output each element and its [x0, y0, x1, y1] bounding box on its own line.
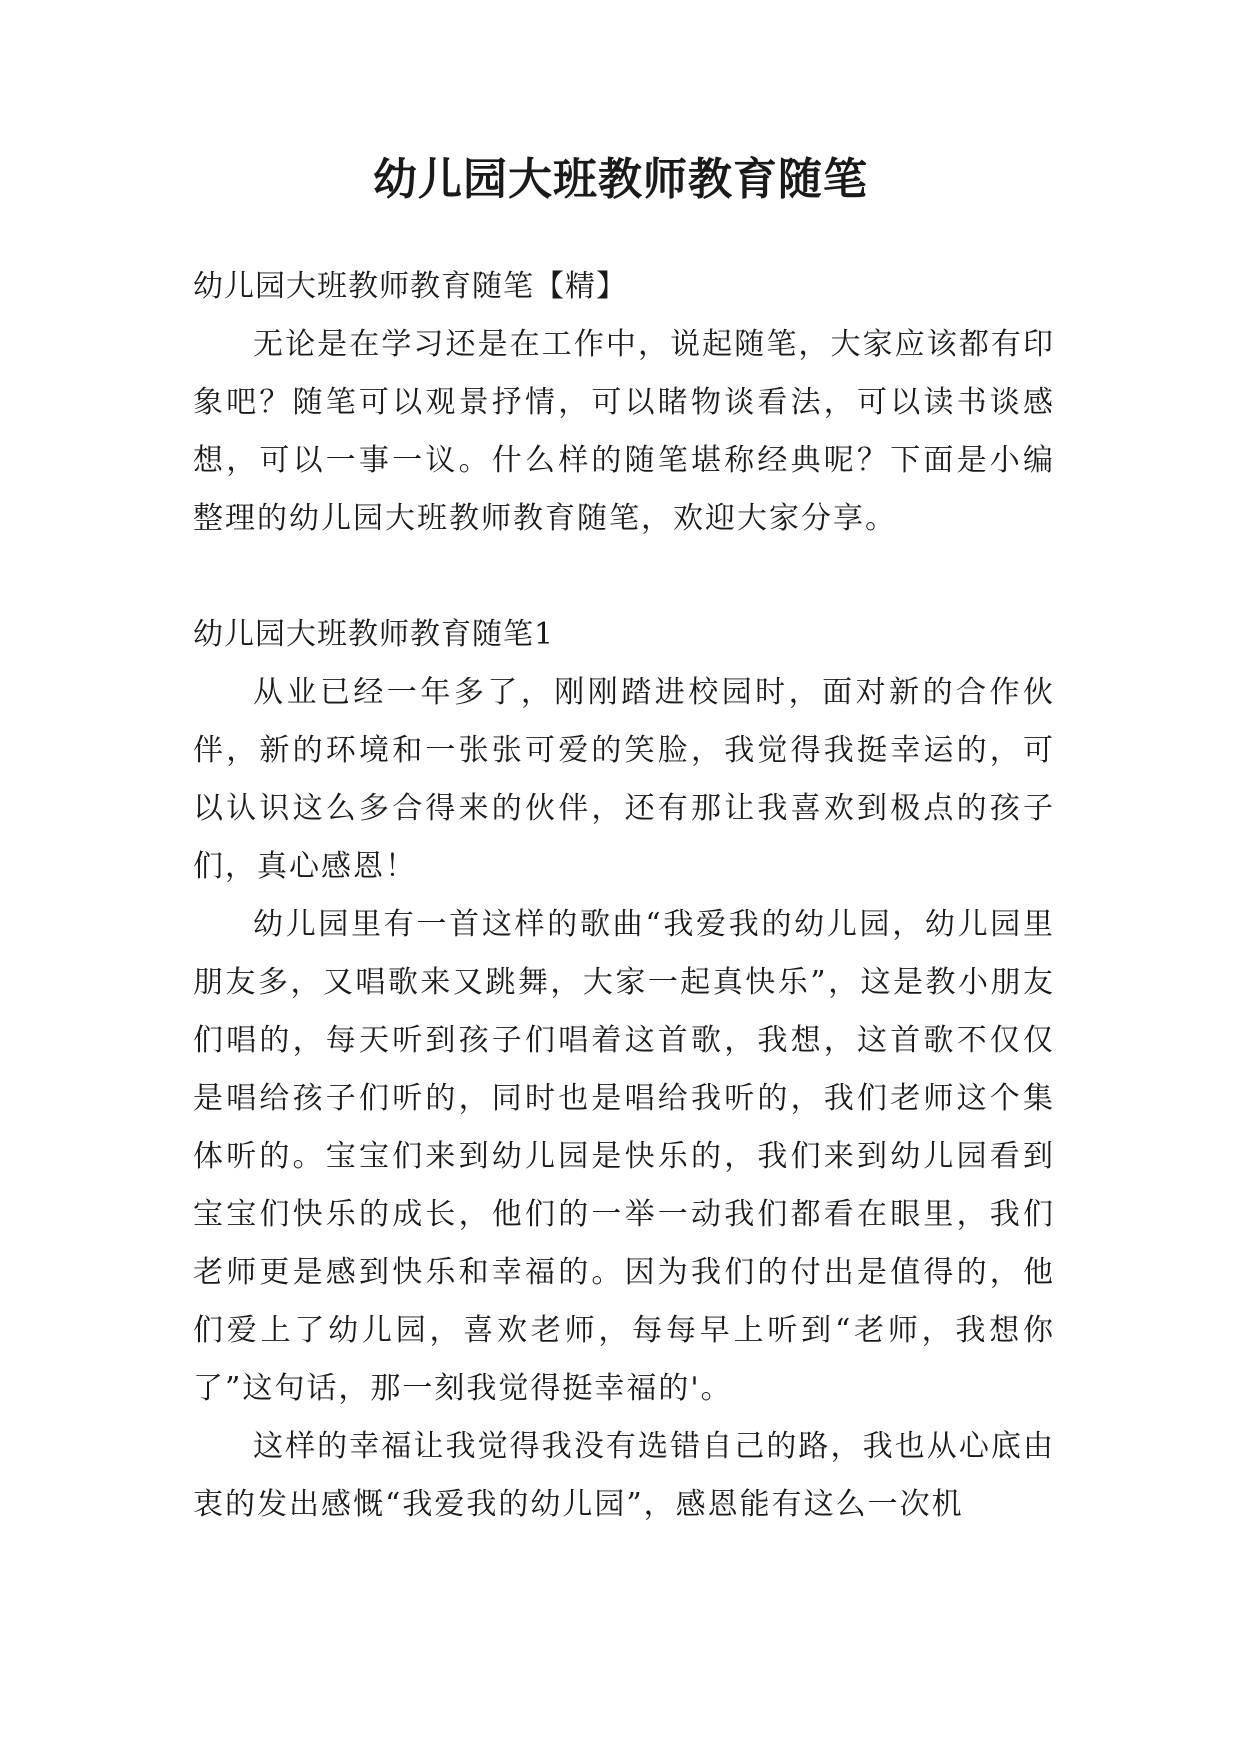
intro-paragraph: 无论是在学习还是在工作中，说起随笔，大家应该都有印象吧？随笔可以观景抒情，可以睹物谈看法，可以读书谈感想，可以一事一议。什么样的随笔堪称经典呢？下面是小编整理的幼儿园大班教师教育随笔，欢迎大家分享。 [193, 327, 1055, 536]
document-body [193, 258, 1055, 1534]
body-paragraph: 幼儿园里有一首这样的歌曲“我爱我的幼儿园，幼儿园里朋友多，又唱歌来又跳舞，大家一起真快乐”，这是教小朋友们唱的，每天听到孩子们唱着这首歌，我想，这首歌不仅仅是唱给孩子们听的，同时也是唱给我听的，我们老师这个集体听的。宝宝们来到幼儿园是快乐的，我们来到幼儿园看到宝宝们快乐的成长，他们的一举一动我们都看在眼里，我们老师更是感到快乐和幸福的。因为我们的付出是值得的，他们爱上了幼儿园，喜欢老师，每每早上听到“老师，我想你了”这句话，那一刻我觉得挺幸福的'。 [193, 907, 1055, 1406]
body-paragraph: 这样的幸福让我觉得我没有选错自己的路，我也从心底由衷的发出感慨“我爱我的幼儿园”，感恩能有这么一次机 [193, 1429, 1055, 1522]
body-paragraph: 从业已经一年多了，刚刚踏进校园时，面对新的合作伙伴，新的环境和一张张可爱的笑脸，我觉得我挺幸运的，可以认识这么多合得来的伙伴，还有那让我喜欢到极点的孩子们，真心感恩！ [193, 675, 1055, 884]
document-subtitle: 幼儿园大班教师教育随笔【精】 [193, 269, 627, 304]
document-title: 幼儿园大班教师教育随笔 [373, 154, 868, 205]
section-spacer [193, 548, 1055, 606]
section-heading: 幼儿园大班教师教育随笔1 [193, 617, 555, 652]
